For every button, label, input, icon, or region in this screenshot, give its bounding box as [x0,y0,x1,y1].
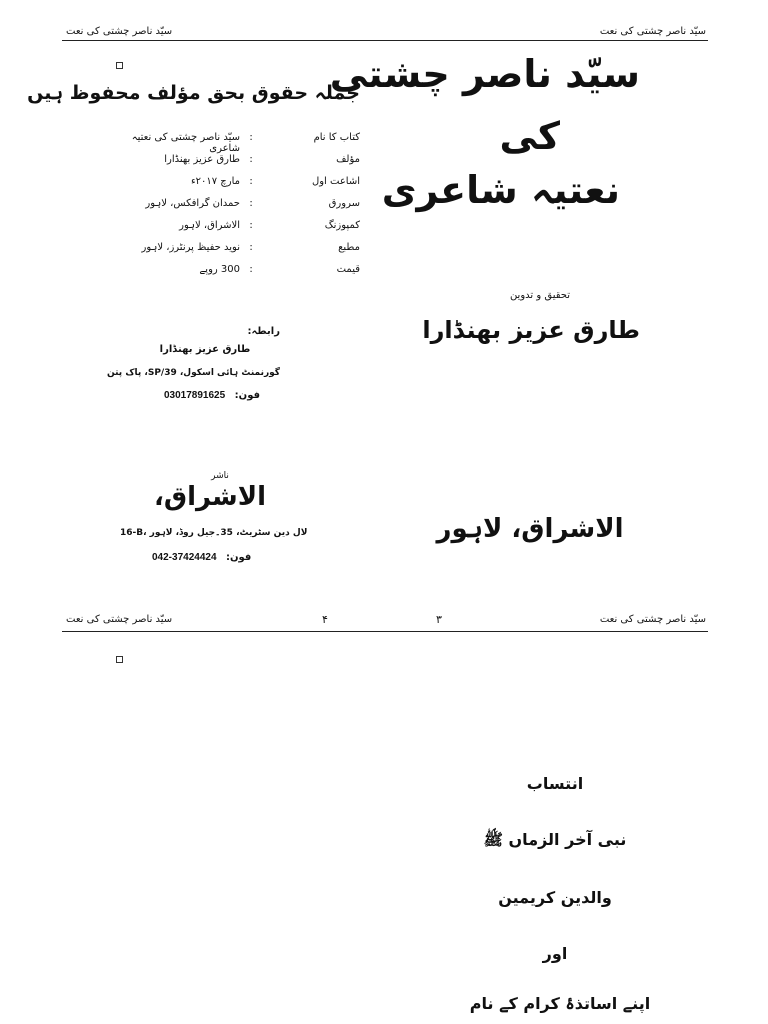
publisher-phone-label: فون: [226,552,252,563]
contact-name: طارق عزیز بھنڈارا [159,344,251,355]
detail-row [120,154,360,176]
contact-phone: 03017891625 [164,390,226,401]
detail-value: سیّد ناصر چشتی کی نعتیہ شاعری [131,132,240,154]
publisher-label: ناشر [211,471,229,481]
contact-phone-label: فون: [234,390,261,401]
detail-row [120,198,360,220]
detail-value: مارچ ۲۰۱۷ء [190,176,240,187]
detail-colon: : [249,198,253,209]
detail-colon: : [249,176,253,187]
detail-value: 300 روپے [199,264,240,275]
book-details-table [120,132,360,286]
dedication-line1: نبی آخر الزماں ﷺ [483,830,627,849]
running-header-left: سیّد ناصر چشتی کی نعت [66,26,173,37]
publisher-name-right: الاشراق، لاہور [436,514,624,544]
copyright-notice: جملہ حقوق بحق مؤلف محفوظ ہیں [27,82,360,104]
dedication-line4: اپنے اساتذۂ کرام کے نام [469,994,651,1013]
detail-row [120,242,360,264]
contact-phone-line [164,390,260,401]
detail-label: کتاب کا نام [313,132,360,143]
running-footer-left: سیّد ناصر چشتی کی نعت [66,614,173,625]
author-name: طارق عزیز بھنڈارا [422,316,640,344]
publisher-phone: 042-37424424 [152,552,217,563]
detail-label: قیمت [336,264,360,275]
detail-label: کمپوزنگ [324,220,360,231]
detail-row [120,220,360,242]
header-rule-top [62,40,708,41]
page-number-left: ۴ [322,613,328,626]
contact-address: گورنمنٹ ہائی اسکول، 39/SP، پاک پتن [107,368,280,378]
detail-row [120,264,360,286]
detail-label: سرورق [328,198,360,209]
publisher-name-left: الاشراق، [153,482,267,512]
dedication-line3: اور [542,944,568,963]
page-number-right: ۳ [436,613,442,626]
detail-row [120,132,360,154]
detail-label: مؤلف [336,154,360,165]
compiler-label: تحقیق و تدوین [509,290,571,301]
placeholder-box-icon [116,656,123,663]
detail-colon: : [249,242,253,253]
publisher-address: 16-B، لال دین سٹریٹ، 35۔جیل روڈ، لاہور [120,528,308,538]
running-header-right: سیّد ناصر چشتی کی نعت [599,26,706,37]
book-title-line2: کی [499,114,560,158]
book-title-line3: نعتیہ شاعری [381,168,620,212]
detail-row [120,176,360,198]
detail-colon: : [249,264,253,275]
detail-value: نوید حفیظ پرنٹرز، لاہور [141,242,240,253]
running-footer-right: سیّد ناصر چشتی کی نعت [599,614,706,625]
detail-colon: : [249,132,253,143]
detail-label: اشاعت اول [311,176,360,187]
dedication-heading: انتساب [526,774,584,793]
dedication-line2: والدین کریمین [498,888,612,907]
detail-value: حمدان گرافکس، لاہور [145,198,240,209]
detail-colon: : [249,154,253,165]
placeholder-box-icon [116,62,123,69]
page-divider-rule [62,631,708,632]
book-title-line1: سیّد ناصر چشتی [329,52,640,96]
detail-label: مطبع [338,242,360,253]
detail-value: الاشراق، لاہور [179,220,240,231]
detail-colon: : [249,220,253,231]
contact-heading: رابطہ: [247,326,280,337]
detail-value: طارق عزیز بھنڈارا [164,154,240,165]
publisher-phone-line [152,552,251,563]
